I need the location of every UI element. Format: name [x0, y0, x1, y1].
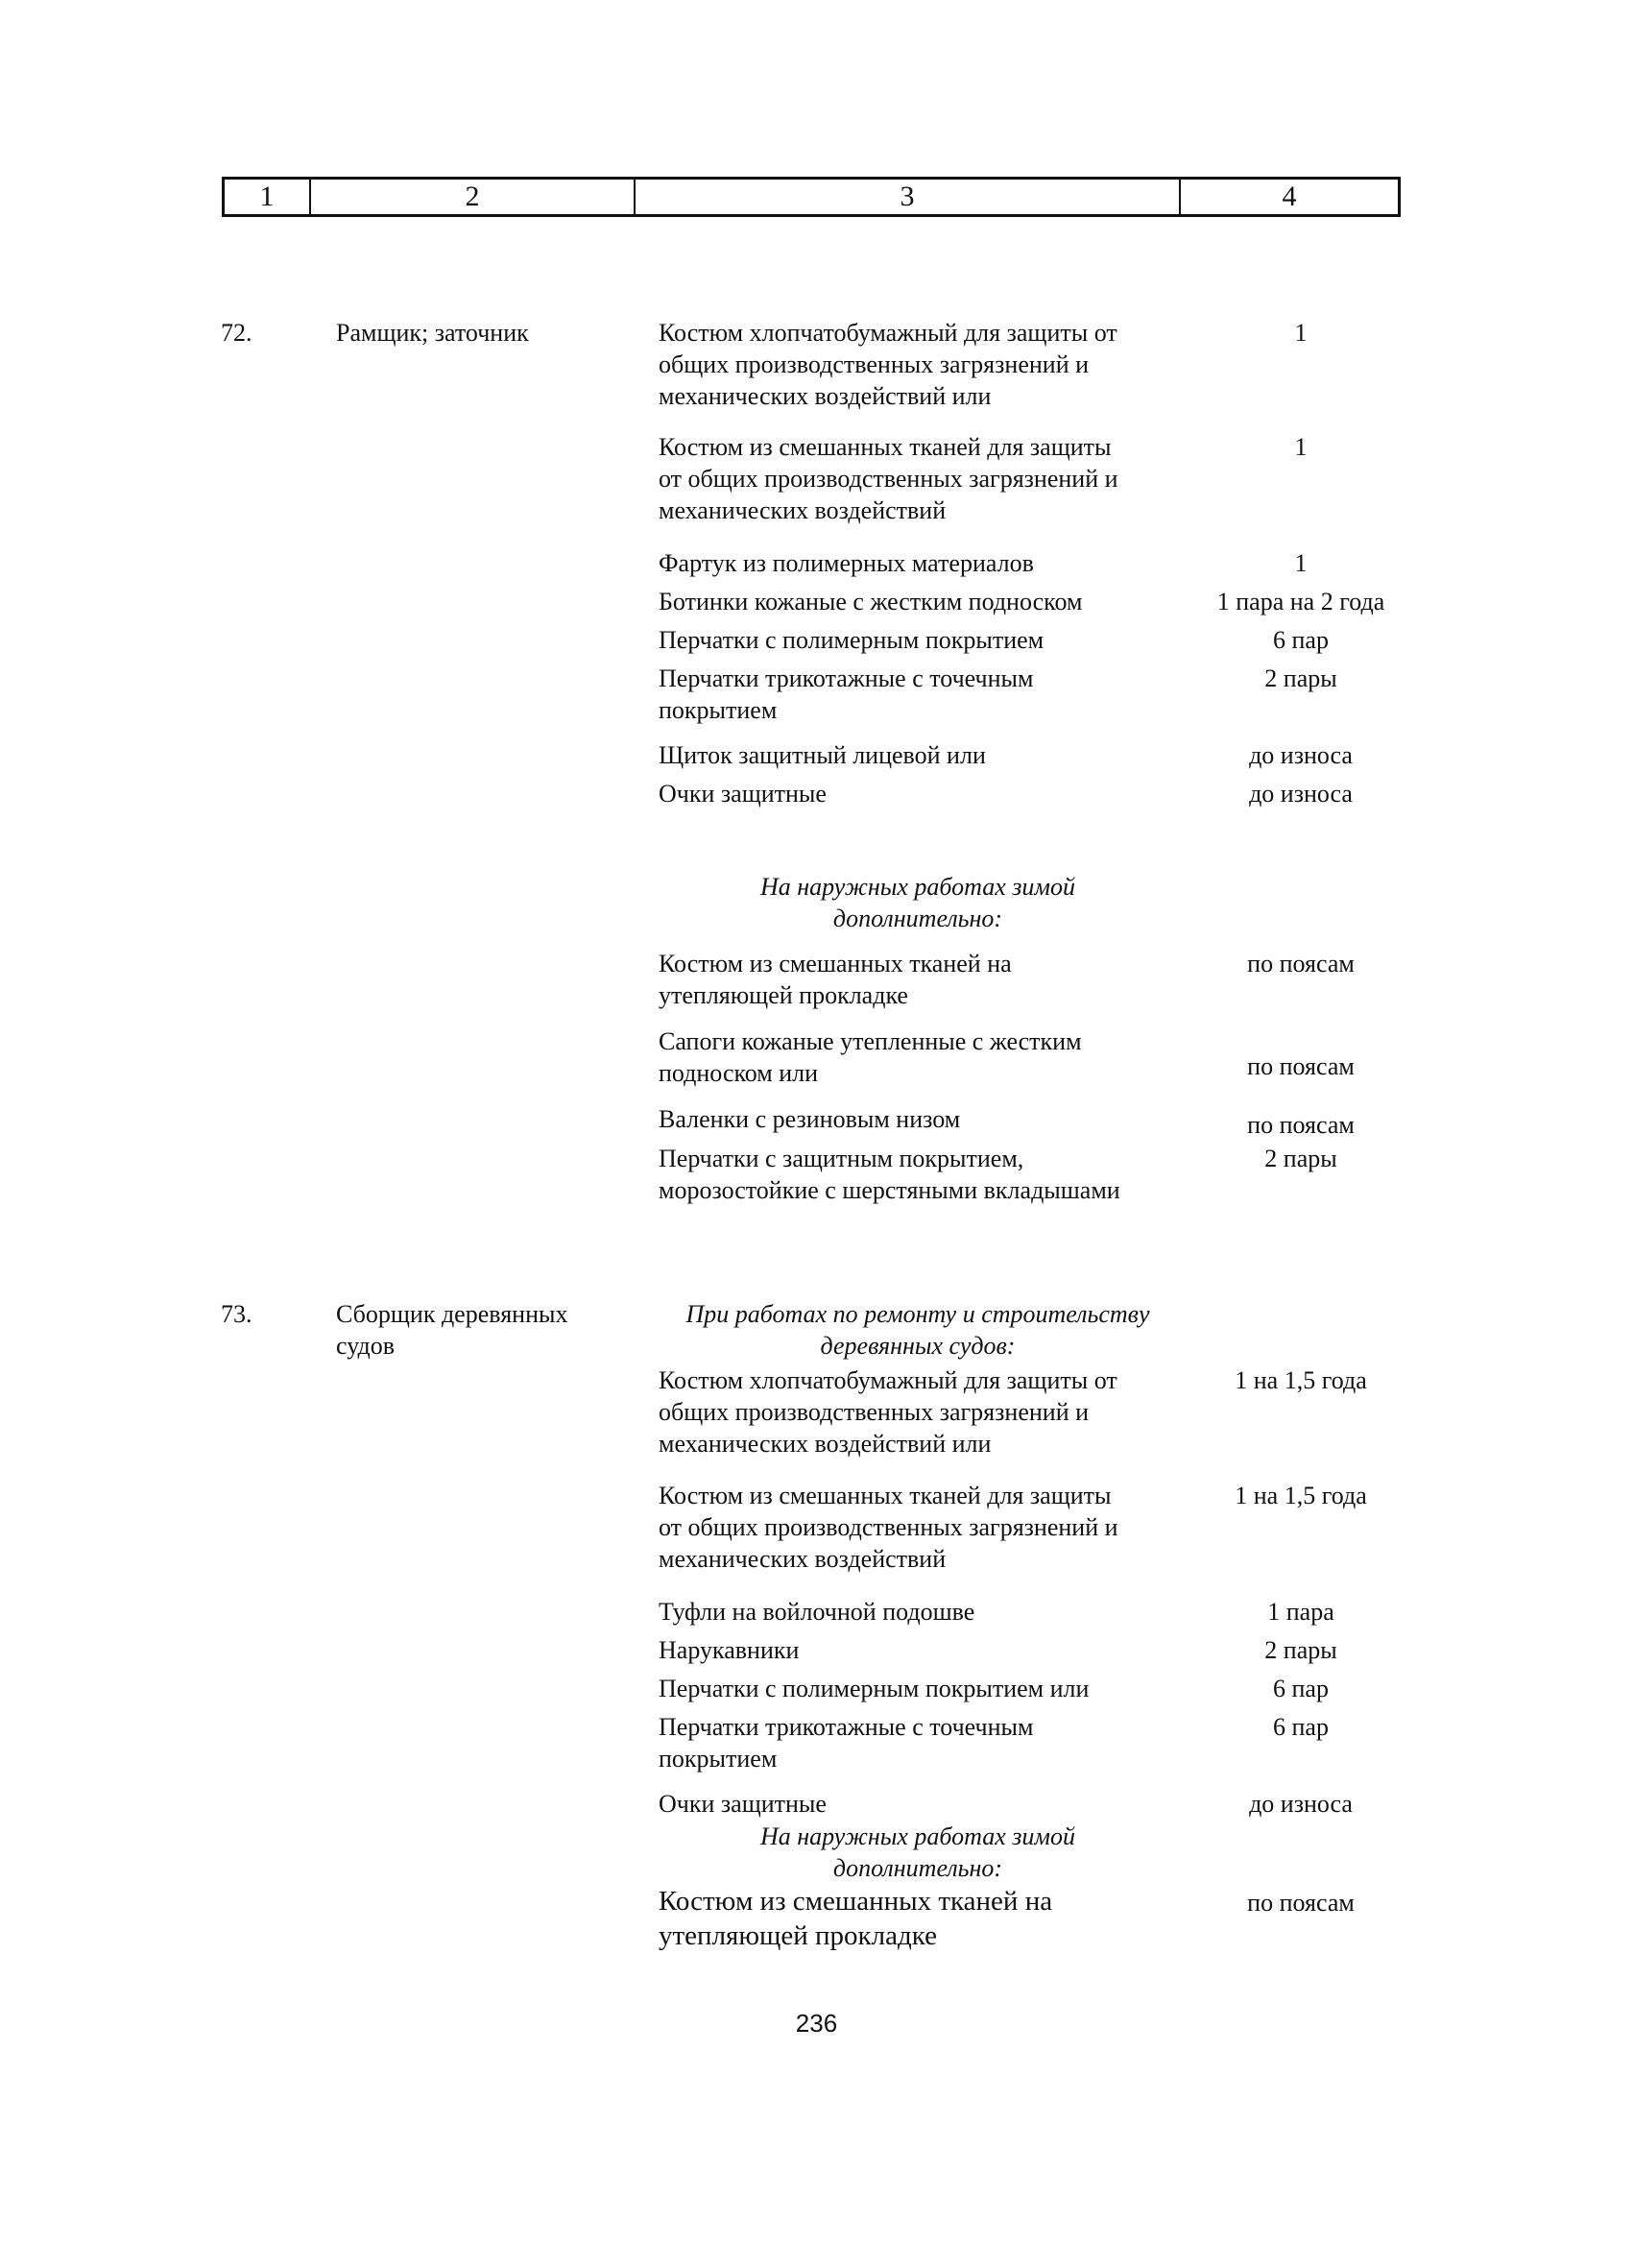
item-line: Валенки с резиновым низом — [659, 1105, 961, 1133]
item-line: Костюм хлопчатобумажный для защиты от — [659, 1366, 1117, 1394]
item-line: Фартук из полимерных материалов — [659, 549, 1034, 577]
section-heading: При работах по ремонту и строительству — [685, 1300, 1150, 1328]
item-line: Перчатки с полимерным покрытием или — [659, 1675, 1090, 1702]
item-norm: 1 — [1294, 433, 1308, 461]
profession-name: Рамщик; заточник — [336, 319, 529, 347]
item-norm: 1 пара на 2 года — [1216, 588, 1385, 615]
item-line: Перчатки с полимерным покрытием — [659, 626, 1045, 654]
item-line: от общих производственных загрязнений и — [659, 1513, 1118, 1541]
entry-number: 72. — [221, 319, 252, 347]
item-line: Ботинки кожаные с жестким подноском — [659, 588, 1083, 615]
item-norm: 6 пар — [1273, 626, 1329, 654]
entry-number: 73. — [221, 1300, 252, 1328]
item-line: морозостойкие с шерстяными вкладышами — [659, 1176, 1120, 1204]
item-line: Костюм из смешанных тканей на — [659, 1886, 1053, 1917]
profession-name: судов — [336, 1332, 396, 1360]
item-line: Костюм из смешанных тканей для защиты — [659, 433, 1112, 461]
header-col-2: 2 — [311, 180, 636, 214]
item-line: Костюм из смешанных тканей для защиты — [659, 1482, 1112, 1509]
item-line: утепляющей прокладке — [659, 981, 908, 1009]
item-line: Перчатки с защитным покрытием, — [659, 1145, 1024, 1172]
item-norm: 1 на 1,5 года — [1235, 1482, 1367, 1509]
item-line: общих производственных загрязнений и — [659, 350, 1090, 378]
item-line: Сапоги кожаные утепленные с жестким — [659, 1027, 1082, 1055]
section-heading: На наружных работах зимой — [759, 873, 1076, 901]
page-number: 236 — [795, 2009, 838, 2038]
item-norm: 2 пары — [1264, 1636, 1337, 1664]
item-norm: 2 пары — [1264, 664, 1337, 692]
header-col-3: 3 — [636, 180, 1181, 214]
item-norm: 1 — [1294, 549, 1308, 577]
item-norm: 6 пар — [1273, 1675, 1329, 1702]
item-line: Нарукавники — [659, 1636, 800, 1664]
item-norm: 6 пар — [1273, 1713, 1329, 1741]
item-line: покрытием — [659, 696, 778, 724]
table-header — [222, 177, 1401, 217]
header-col-1: 1 — [225, 180, 311, 214]
item-line: утепляющей прокладке — [659, 1920, 937, 1951]
item-norm: 2 пары — [1264, 1145, 1337, 1172]
item-line: Перчатки трикотажные с точечным — [659, 1713, 1034, 1741]
item-line: от общих производственных загрязнений и — [659, 465, 1118, 493]
item-line: Костюм из смешанных тканей на — [659, 950, 1012, 977]
item-norm: 1 пара — [1267, 1598, 1334, 1626]
item-line: Туфли на войлочной подошве — [659, 1598, 975, 1626]
item-line: механических воздействий или — [659, 382, 992, 410]
item-norm: по поясам — [1247, 950, 1355, 977]
item-line: Очки защитные — [659, 780, 827, 808]
item-norm: 1 на 1,5 года — [1235, 1366, 1367, 1394]
item-line: механических воздействий — [659, 1545, 947, 1573]
item-norm: до износа — [1249, 1790, 1353, 1818]
item-norm: до износа — [1249, 741, 1353, 769]
item-norm: по поясам — [1247, 1889, 1355, 1917]
item-line: общих производственных загрязнений и — [659, 1398, 1090, 1426]
item-line: механических воздействий — [659, 496, 947, 524]
item-line: Щиток защитный лицевой или — [659, 741, 986, 769]
item-line: Перчатки трикотажные с точечным — [659, 664, 1034, 692]
item-line: Костюм хлопчатобумажный для защиты от — [659, 319, 1117, 347]
item-norm: по поясам — [1247, 1111, 1355, 1139]
item-norm: до износа — [1249, 780, 1353, 808]
header-col-4: 4 — [1282, 181, 1297, 212]
item-norm: по поясам — [1247, 1052, 1355, 1080]
item-line: подноском или — [659, 1059, 819, 1087]
item-norm: 1 — [1294, 319, 1308, 347]
profession-name: Сборщик деревянных — [336, 1300, 568, 1328]
section-heading: деревянных судов: — [820, 1332, 1016, 1360]
item-line: покрытием — [659, 1745, 778, 1773]
section-heading: На наружных работах зимой — [759, 1822, 1076, 1850]
item-line: Очки защитные — [659, 1790, 827, 1818]
section-heading: дополнительно: — [832, 905, 1003, 932]
section-heading: дополнительно: — [832, 1854, 1003, 1882]
item-line: механических воздействий или — [659, 1430, 992, 1458]
